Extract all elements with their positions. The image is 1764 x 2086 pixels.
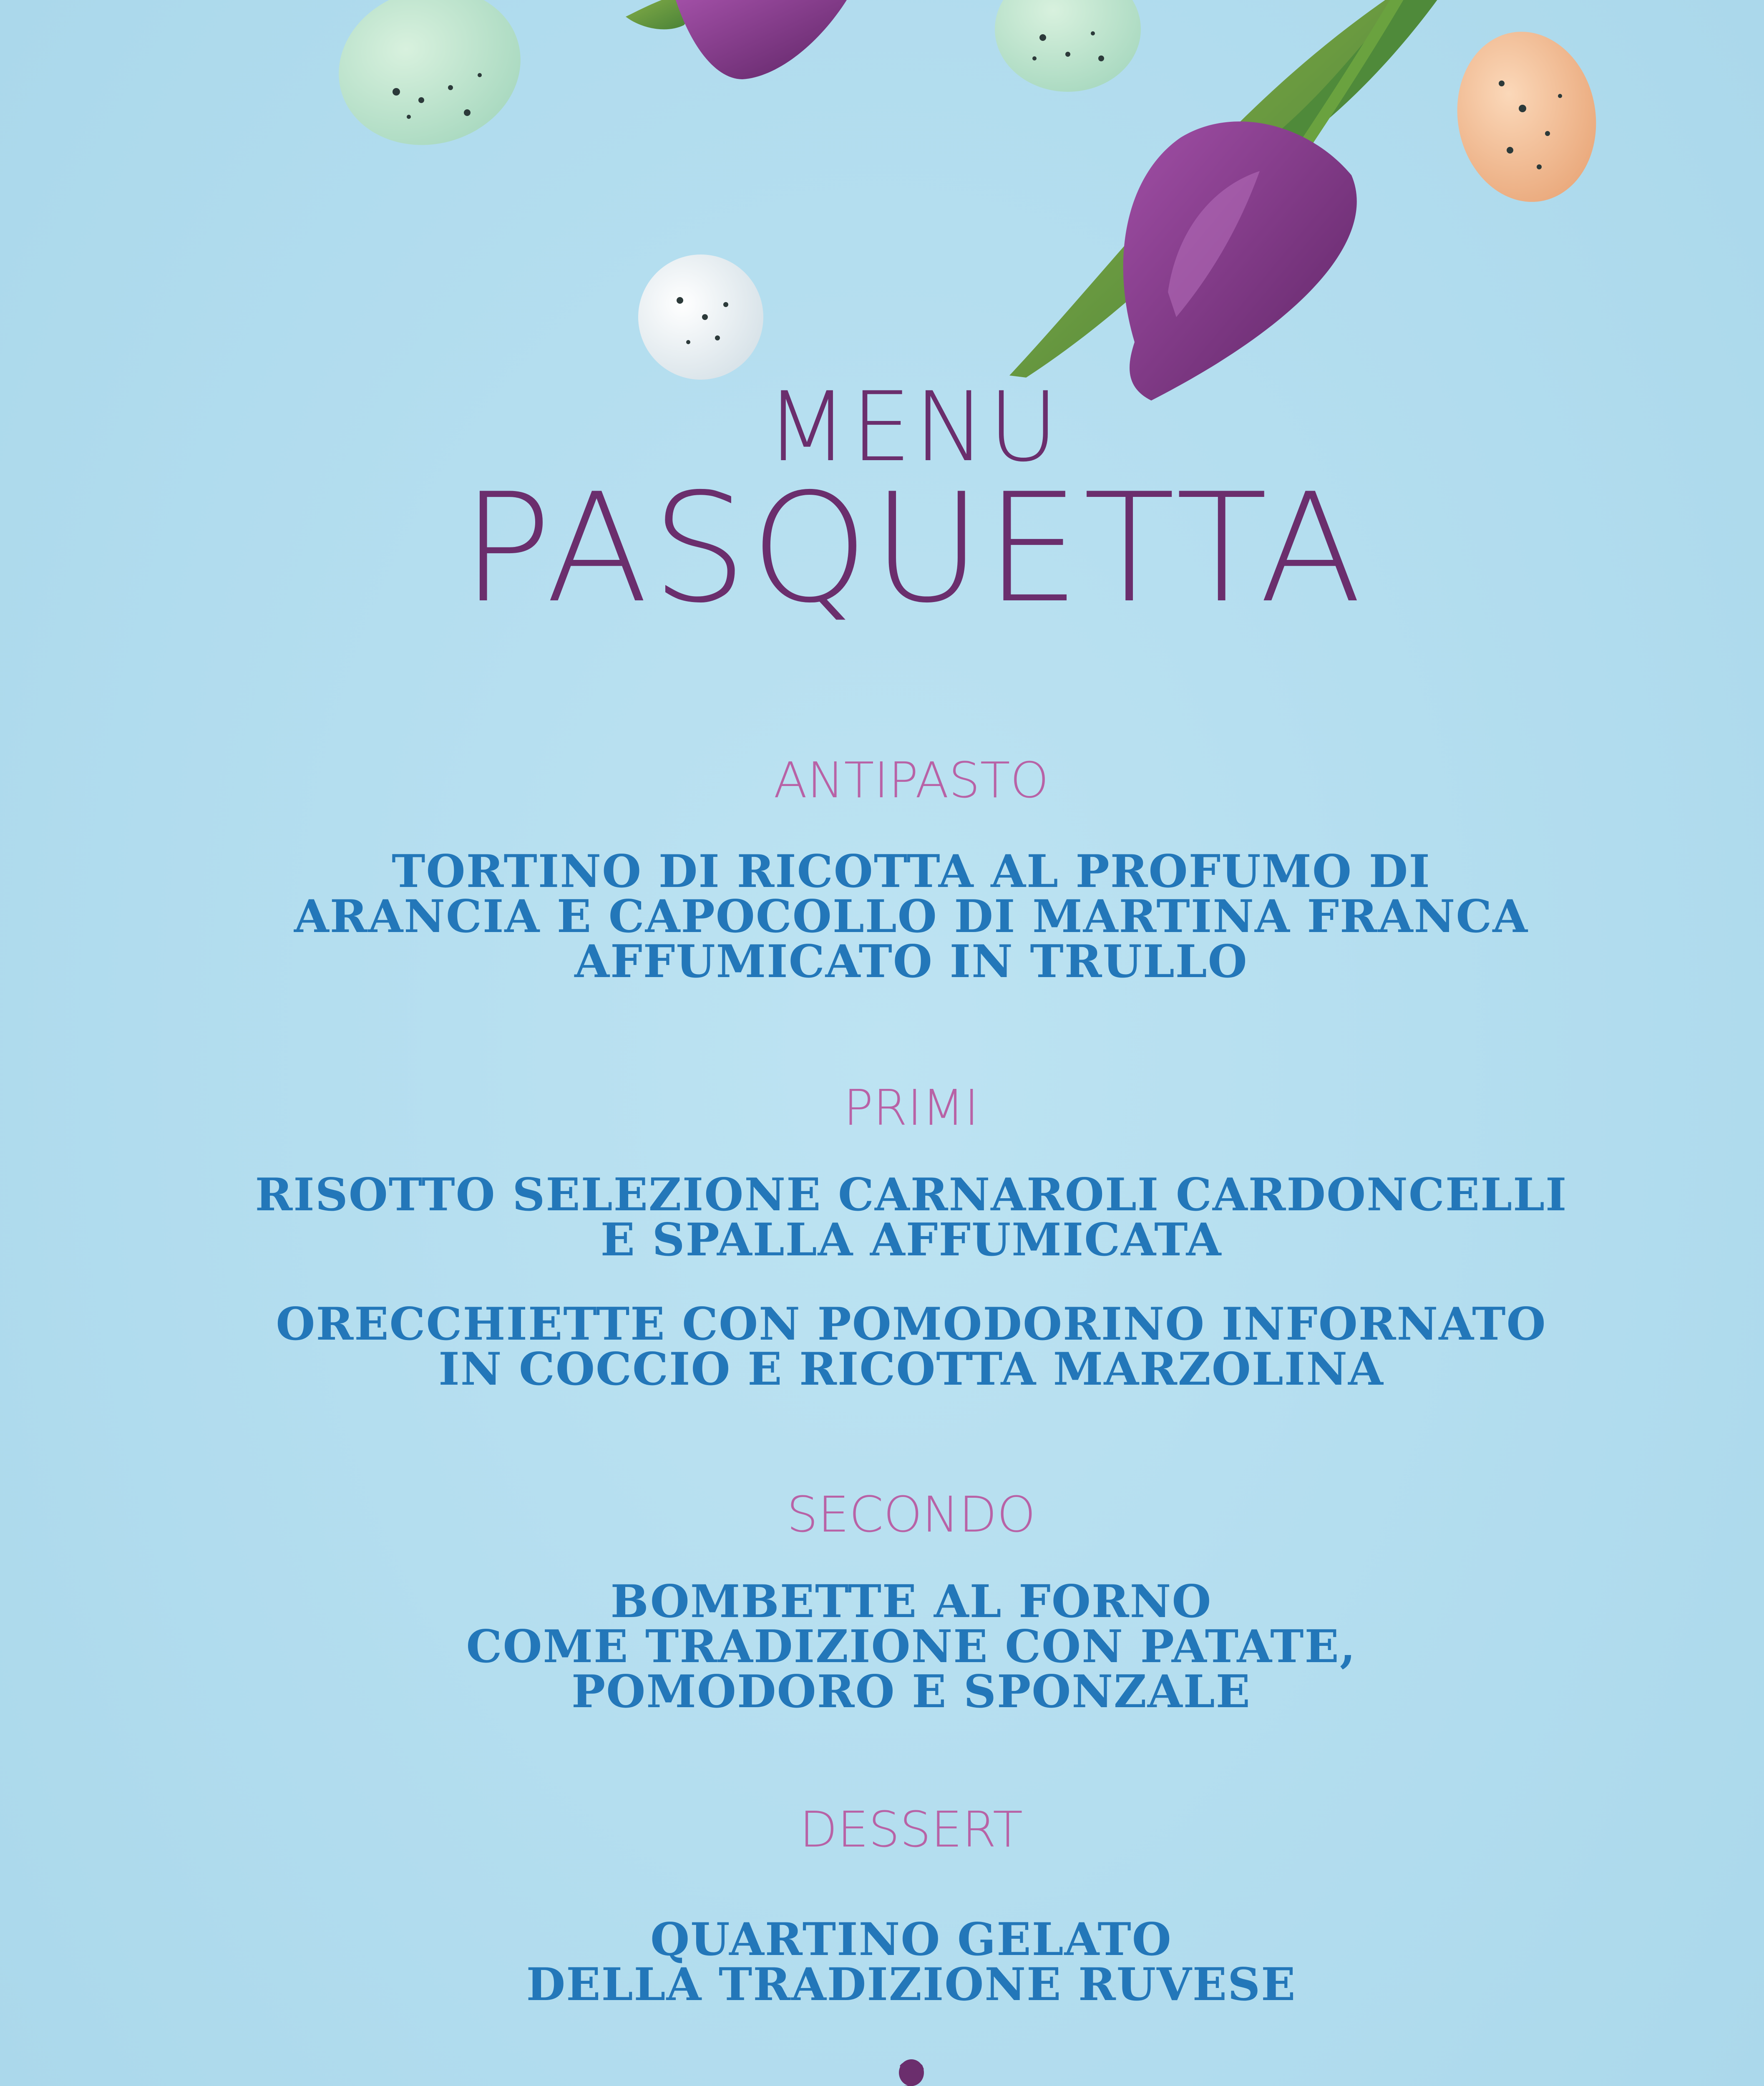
easter-egg: [1444, 20, 1609, 213]
tulip-flower: [1123, 121, 1357, 401]
easter-egg: [621, 237, 781, 398]
dish-line: POMODORO E SPONZALE: [571, 1665, 1251, 1718]
easter-decoration-illustration: [0, 0, 1764, 417]
dish-line: ORECCHIETTE CON POMODORINO INFORNATO: [276, 1298, 1547, 1350]
easter-egg: [321, 0, 539, 165]
section-heading-secondo: SECONDO: [787, 1486, 1036, 1543]
dish-line: ARANCIA E CAPOCOLLO DI MARTINA FRANCA: [294, 890, 1529, 943]
dish-line: COME TRADIZIONE CON PATATE,: [466, 1620, 1356, 1673]
dish-line: BOMBETTE AL FORNO: [610, 1575, 1212, 1628]
section-heading-dessert: DESSERT: [799, 1801, 1023, 1858]
dish-line: DELLA TRADIZIONE RUVESE: [526, 1958, 1296, 2011]
pasquetta-title: PASQUETTA: [461, 461, 1365, 636]
dish-quartino: [29, 1913, 1764, 2011]
dish-antipasto: [29, 845, 1764, 988]
egg-speckles: [393, 31, 1562, 344]
dish-line: QUARTINO GELATO: [650, 1913, 1172, 1966]
menu-title: MENU: [765, 372, 1061, 483]
tulip-flower: [676, 0, 847, 79]
dish-risotto: [29, 1169, 1764, 1266]
dish-line: RISOTTO SELEZIONE CARNAROLI CARDONCELLI: [255, 1169, 1568, 1221]
dish-bombette: [29, 1575, 1764, 1718]
dish-line: E SPALLA AFFUMICATA: [600, 1214, 1222, 1266]
section-heading-primi: PRIMI: [843, 1079, 979, 1136]
child-silhouette-icon: [878, 2057, 941, 2086]
section-heading-antipasto: ANTIPASTO: [773, 751, 1049, 809]
easter-egg: [995, 0, 1141, 92]
restaurant-logo: [676, 2057, 1143, 2086]
dish-line: TORTINO DI RICOTTA AL PROFUMO DI: [392, 845, 1431, 898]
dish-orecchiette: [29, 1298, 1764, 1396]
dish-line: IN COCCIO E RICOTTA MARZOLINA: [438, 1343, 1384, 1396]
dish-line: AFFUMICATO IN TRULLO: [574, 935, 1248, 988]
